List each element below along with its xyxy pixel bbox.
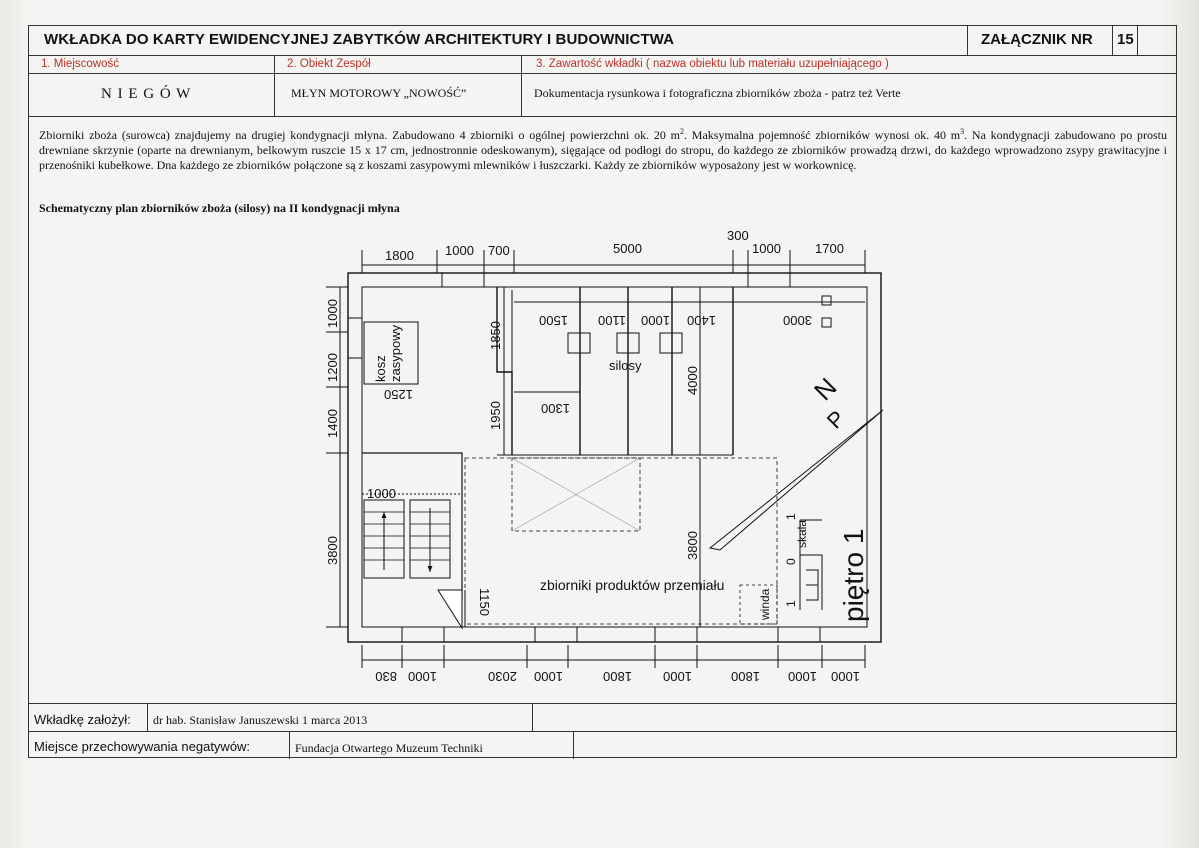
dim-label: 3800	[685, 531, 700, 560]
author-value: dr hab. Stanisław Januszewski 1 marca 2013	[153, 713, 368, 727]
small-square	[822, 296, 831, 305]
place-value: N I E G Ó W	[101, 86, 192, 102]
left-dimension-labels	[325, 299, 340, 565]
description-part: Zbiorniki zboża (surowca) znajdujemy na drugiej kondygnacji młyna. Zabudowano 4 zbiorniki o ogólnej powierzchni ok. 20 m	[39, 128, 681, 142]
zasypowy-label: zasypowy	[388, 324, 403, 382]
scale-tick: 1	[784, 600, 798, 607]
annex-number: 15	[1117, 31, 1134, 48]
dim-label: 1000	[752, 241, 781, 256]
plan-labels	[373, 324, 869, 622]
dim-label: 5000	[613, 241, 642, 256]
bottom-dimension-labels	[375, 669, 860, 684]
dim-label: 1000	[408, 669, 437, 684]
dim-label: 1700	[815, 241, 844, 256]
superscript: 3	[960, 127, 965, 136]
window-bottom-3	[655, 627, 697, 642]
object-value: MŁYN MOTOROWY „NOWOŚĆ”	[291, 86, 467, 100]
dim-label: 1850	[488, 321, 503, 350]
window-left	[348, 318, 362, 358]
floor-label: piętro 1	[838, 528, 869, 622]
dim-label: 3000	[783, 313, 812, 328]
silo-hatch	[660, 333, 682, 353]
left-dimensions	[326, 287, 348, 627]
place-label: 1. Miejscowość	[41, 58, 119, 70]
bottom-dimensions	[362, 645, 865, 668]
description-part: . Maksymalna pojemność zbiorników wynosi ok. 40 m	[684, 128, 961, 142]
north-letter: N	[808, 371, 843, 407]
content-label: 3. Zawartość wkładki ( nazwa obiektu lub materiału uzupełniającego )	[536, 58, 889, 70]
dim-label: 1000	[663, 669, 692, 684]
window-bottom-4	[778, 627, 820, 642]
window-top-1	[442, 273, 484, 287]
object-label: 2. Obiekt Zespół	[287, 58, 371, 70]
dim-label: 3800	[325, 536, 340, 565]
top-dimension-labels	[385, 228, 844, 263]
scale-tick: 0	[784, 558, 798, 565]
dim-label: 1000	[325, 299, 340, 328]
window-top-2	[748, 273, 790, 287]
product-bins-label: zbiorniki produktów przemiału	[540, 577, 725, 593]
dim-label: 1000	[367, 486, 396, 501]
dim-label: 1100	[598, 313, 626, 328]
dim-label: 1200	[325, 353, 340, 382]
annex-label: ZAŁĄCZNIK NR	[981, 31, 1093, 48]
inner-dimension-labels	[367, 313, 812, 616]
dim-label: 830	[375, 669, 397, 684]
scale-label: skala	[795, 519, 809, 548]
dim-label: 4000	[685, 366, 700, 395]
stair-treads	[364, 512, 450, 560]
dim-label: 1500	[539, 313, 568, 328]
lift-label: winda	[758, 588, 772, 620]
inner-wall	[362, 287, 867, 627]
content-value: Dokumentacja rysunkowa i fotograficzna zbiorników zboża - patrz też Verte	[534, 86, 901, 100]
dim-label: 1950	[488, 401, 503, 430]
negatives-label: Miejsce przechowywania negatywów:	[34, 739, 251, 754]
inner-dimensions	[362, 287, 865, 627]
window-bottom-1	[402, 627, 444, 642]
form-title: WKŁADKA DO KARTY EWIDENCYJNEJ ZABYTKÓW ARCHITEKTURY I BUDOWNICTWA	[44, 31, 675, 48]
dim-label: 1000	[831, 669, 860, 684]
window-bottom-2	[535, 627, 577, 642]
dim-label: 1000	[445, 243, 474, 258]
dim-label: 1000	[534, 669, 563, 684]
silo-hatch	[568, 333, 590, 353]
silosy-label: silosy	[609, 358, 642, 373]
plan-subheading: Schematyczny plan zbiorników zboża (silosy) na II kondygnacji młyna	[39, 201, 400, 215]
description-part: . Na kondygnacji zabudowano po prostu drewniane skrzynie (oparte na drewnianym, belkowym ruszcie 15 x 17 cm, jednostronnie odeskowanym), sięgające od podłogi do stropu, do każdego ze zbiorników prowadzą drzwi, do każdego wprowadzono zsypy grawitacyjne i przenośniki kubełkowe. Dna każdego ze zbiorników połączone są z koszami zasypowymi mlewników i łuszczarki. Każdy ze zbiorników wyposażony jest w workownicę.	[39, 128, 1167, 172]
negatives-value: Fundacja Otwartego Muzeum Techniki	[295, 741, 483, 755]
door	[438, 590, 462, 628]
dim-label: 1400	[325, 409, 340, 438]
dim-label: 1800	[385, 248, 414, 263]
dim-label: 1000	[788, 669, 817, 684]
dim-label: 1000	[641, 313, 670, 328]
small-square	[822, 318, 831, 327]
dim-label: 2030	[488, 669, 517, 684]
kosz-label: kosz	[373, 355, 388, 382]
dim-label: 1300	[541, 401, 570, 416]
dim-label: 1400	[687, 313, 716, 328]
scale-steps	[806, 570, 818, 600]
scale-tick: 1	[784, 513, 798, 520]
dim-label: 1800	[731, 669, 760, 684]
north-letter-p: P	[821, 405, 850, 434]
dim-label: 1800	[603, 669, 632, 684]
dim-label: 1250	[384, 387, 413, 402]
superscript: 2	[680, 127, 685, 136]
dim-label: 700	[488, 243, 510, 258]
dim-label: 300	[727, 228, 749, 243]
author-label: Wkładkę założył:	[34, 712, 131, 727]
dim-label: 1150	[477, 588, 492, 616]
